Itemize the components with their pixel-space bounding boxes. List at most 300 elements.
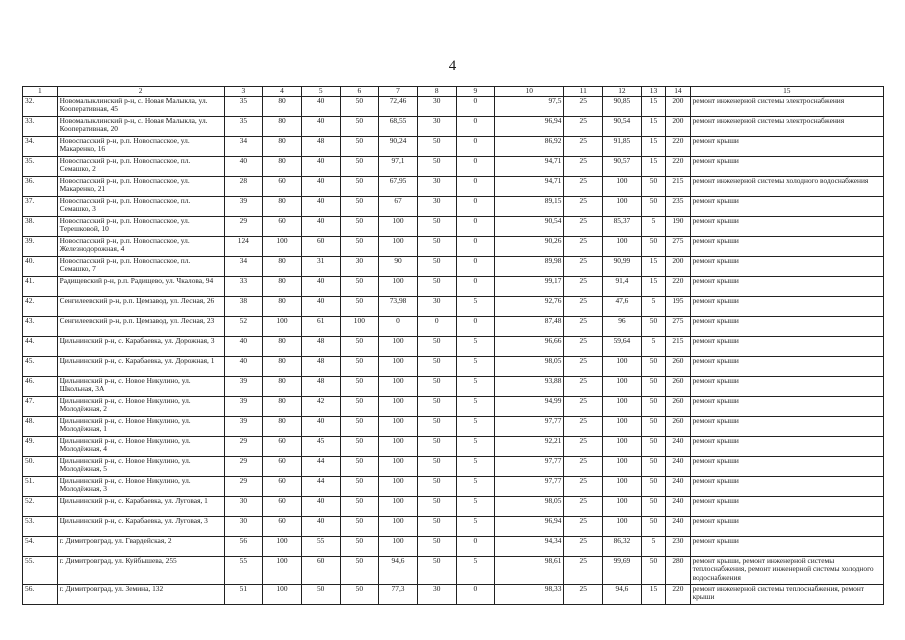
col-14-score: 220 [666, 584, 690, 604]
col-11-value: 25 [564, 156, 603, 176]
row-number: 54. [23, 536, 58, 556]
column-header: 7 [379, 87, 418, 97]
col-4-value: 80 [263, 136, 302, 156]
table-body [23, 87, 884, 605]
col-11-value: 25 [564, 236, 603, 256]
col-8-value: 50 [417, 216, 456, 236]
col-3-value: 39 [224, 196, 263, 216]
col-4-value: 80 [263, 276, 302, 296]
col-5-value: 40 [301, 116, 340, 136]
col-5-value: 31 [301, 256, 340, 276]
col-7-value: 100 [379, 456, 418, 476]
col-10-value: 94,71 [495, 156, 564, 176]
col-6-value: 50 [340, 584, 379, 604]
col-9-value: 5 [456, 436, 495, 456]
col-7-value: 100 [379, 276, 418, 296]
col-9-value: 0 [456, 536, 495, 556]
col-5-value: 40 [301, 516, 340, 536]
table-row [23, 556, 884, 584]
col-11-value: 25 [564, 436, 603, 456]
address: Цильнинский р-н, с. Новое Никулино, ул. Молодёжная, 1 [57, 416, 224, 436]
col-13-value: 50 [641, 416, 665, 436]
col-6-value: 50 [340, 396, 379, 416]
col-12-value: 99,69 [603, 556, 642, 584]
row-number: 43. [23, 316, 58, 336]
col-12-value: 100 [603, 416, 642, 436]
repair-type: ремонт крыши [690, 336, 883, 356]
col-13-value: 5 [641, 336, 665, 356]
col-10-value: 97,77 [495, 476, 564, 496]
col-11-value: 25 [564, 516, 603, 536]
row-number: 44. [23, 336, 58, 356]
col-6-value: 50 [340, 276, 379, 296]
col-9-value: 0 [456, 216, 495, 236]
col-10-value: 89,98 [495, 256, 564, 276]
col-8-value: 50 [417, 456, 456, 476]
col-9-value: 0 [456, 116, 495, 136]
row-number: 53. [23, 516, 58, 536]
table-row [23, 496, 884, 516]
col-12-value: 59,64 [603, 336, 642, 356]
col-7-value: 73,98 [379, 296, 418, 316]
col-14-score: 240 [666, 456, 690, 476]
col-3-value: 35 [224, 96, 263, 116]
col-6-value: 50 [340, 176, 379, 196]
col-14-score: 215 [666, 176, 690, 196]
col-14-score: 195 [666, 296, 690, 316]
col-4-value: 100 [263, 316, 302, 336]
col-11-value: 25 [564, 176, 603, 196]
address: Цильнинский р-н, с. Карабаевка, ул. Дорожная, 3 [57, 336, 224, 356]
repair-type: ремонт крыши [690, 216, 883, 236]
col-3-value: 39 [224, 376, 263, 396]
col-4-value: 80 [263, 396, 302, 416]
column-header: 13 [641, 87, 665, 97]
address: Новоспасский р-н, р.п. Новоспасское, ул. Макаренко, 21 [57, 176, 224, 196]
col-11-value: 25 [564, 336, 603, 356]
repair-type: ремонт инженерной системы теплоснабжения, ремонт крыши [690, 584, 883, 604]
row-number: 52. [23, 496, 58, 516]
repair-type: ремонт крыши, ремонт инженерной системы теплоснабжения, ремонт инженерной системы холодного водоснабжения [690, 556, 883, 584]
col-9-value: 5 [456, 456, 495, 476]
col-14-score: 200 [666, 96, 690, 116]
col-7-value: 100 [379, 516, 418, 536]
table-row [23, 276, 884, 296]
col-8-value: 50 [417, 276, 456, 296]
col-12-value: 100 [603, 456, 642, 476]
col-11-value: 25 [564, 496, 603, 516]
col-6-value: 50 [340, 236, 379, 256]
col-4-value: 100 [263, 536, 302, 556]
row-number: 51. [23, 476, 58, 496]
col-3-value: 52 [224, 316, 263, 336]
address: Новоспасский р-н, р.п. Новоспасское, пл. Семашко, 3 [57, 196, 224, 216]
table-row [23, 296, 884, 316]
col-9-value: 0 [456, 316, 495, 336]
col-3-value: 34 [224, 136, 263, 156]
col-11-value: 25 [564, 256, 603, 276]
col-4-value: 60 [263, 176, 302, 196]
col-10-value: 90,26 [495, 236, 564, 256]
col-9-value: 5 [456, 296, 495, 316]
row-number: 48. [23, 416, 58, 436]
col-11-value: 25 [564, 536, 603, 556]
repair-type: ремонт крыши [690, 536, 883, 556]
repair-type: ремонт крыши [690, 196, 883, 216]
col-14-score: 240 [666, 496, 690, 516]
address: Сенгилеевский р-н, р.п. Цемзавод, ул. Лесная, 26 [57, 296, 224, 316]
col-7-value: 100 [379, 496, 418, 516]
col-5-value: 60 [301, 556, 340, 584]
col-13-value: 50 [641, 556, 665, 584]
col-3-value: 29 [224, 216, 263, 236]
row-number: 34. [23, 136, 58, 156]
col-10-value: 97,77 [495, 416, 564, 436]
col-10-value: 94,71 [495, 176, 564, 196]
col-3-value: 28 [224, 176, 263, 196]
table-row [23, 216, 884, 236]
col-14-score: 275 [666, 236, 690, 256]
col-11-value: 25 [564, 96, 603, 116]
repair-type: ремонт крыши [690, 416, 883, 436]
table-row [23, 136, 884, 156]
col-14-score: 235 [666, 196, 690, 216]
column-number-row [23, 87, 884, 97]
col-9-value: 0 [456, 156, 495, 176]
col-14-score: 200 [666, 116, 690, 136]
repair-type: ремонт крыши [690, 376, 883, 396]
col-8-value: 50 [417, 416, 456, 436]
repair-type: ремонт крыши [690, 256, 883, 276]
col-12-value: 47,6 [603, 296, 642, 316]
column-header: 11 [564, 87, 603, 97]
col-12-value: 100 [603, 436, 642, 456]
col-8-value: 30 [417, 196, 456, 216]
col-5-value: 40 [301, 96, 340, 116]
col-10-value: 98,33 [495, 584, 564, 604]
address: Сенгилеевский р-н, р.п. Цемзавод, ул. Лесная, 23 [57, 316, 224, 336]
col-8-value: 50 [417, 356, 456, 376]
table-row [23, 456, 884, 476]
col-13-value: 15 [641, 96, 665, 116]
col-10-value: 94,34 [495, 536, 564, 556]
col-13-value: 50 [641, 176, 665, 196]
column-header: 14 [666, 87, 690, 97]
col-5-value: 40 [301, 276, 340, 296]
table-row [23, 584, 884, 604]
col-10-value: 89,15 [495, 196, 564, 216]
col-3-value: 55 [224, 556, 263, 584]
row-number: 42. [23, 296, 58, 316]
table-row [23, 316, 884, 336]
col-3-value: 38 [224, 296, 263, 316]
address: Новоспасский р-н, р.п. Новоспасское, ул. Терешковой, 10 [57, 216, 224, 236]
col-12-value: 85,37 [603, 216, 642, 236]
col-3-value: 30 [224, 496, 263, 516]
address: Новоспасский р-н, р.п. Новоспасское, ул. Макаренко, 16 [57, 136, 224, 156]
col-8-value: 30 [417, 116, 456, 136]
col-4-value: 80 [263, 296, 302, 316]
col-7-value: 77,3 [379, 584, 418, 604]
col-6-value: 50 [340, 456, 379, 476]
col-10-value: 96,66 [495, 336, 564, 356]
col-6-value: 50 [340, 196, 379, 216]
col-5-value: 61 [301, 316, 340, 336]
col-4-value: 80 [263, 116, 302, 136]
column-header: 12 [603, 87, 642, 97]
col-12-value: 94,6 [603, 584, 642, 604]
col-3-value: 39 [224, 416, 263, 436]
address: Новоспасский р-н, р.п. Новоспасское, ул. Железнодорожная, 4 [57, 236, 224, 256]
col-8-value: 0 [417, 316, 456, 336]
col-7-value: 100 [379, 236, 418, 256]
address: Радищевский р-н, р.п. Радищево, ул. Чкалова, 94 [57, 276, 224, 296]
table-row [23, 396, 884, 416]
col-7-value: 100 [379, 416, 418, 436]
col-9-value: 0 [456, 196, 495, 216]
col-10-value: 96,94 [495, 516, 564, 536]
col-14-score: 215 [666, 336, 690, 356]
address: Цильнинский р-н, с. Новое Никулино, ул. Молодёжная, 5 [57, 456, 224, 476]
col-5-value: 44 [301, 476, 340, 496]
col-14-score: 280 [666, 556, 690, 584]
col-8-value: 30 [417, 96, 456, 116]
col-5-value: 50 [301, 584, 340, 604]
table-row [23, 96, 884, 116]
col-10-value: 97,77 [495, 456, 564, 476]
col-4-value: 80 [263, 156, 302, 176]
col-10-value: 87,48 [495, 316, 564, 336]
col-5-value: 40 [301, 196, 340, 216]
repair-type: ремонт крыши [690, 156, 883, 176]
repair-type: ремонт инженерной системы электроснабжения [690, 96, 883, 116]
col-12-value: 86,32 [603, 536, 642, 556]
col-5-value: 40 [301, 156, 340, 176]
col-14-score: 240 [666, 476, 690, 496]
col-3-value: 29 [224, 436, 263, 456]
col-4-value: 80 [263, 336, 302, 356]
column-header: 4 [263, 87, 302, 97]
col-9-value: 0 [456, 236, 495, 256]
column-header: 15 [690, 87, 883, 97]
col-4-value: 60 [263, 476, 302, 496]
col-12-value: 100 [603, 396, 642, 416]
col-7-value: 67 [379, 196, 418, 216]
col-6-value: 50 [340, 116, 379, 136]
col-6-value: 50 [340, 516, 379, 536]
col-11-value: 25 [564, 136, 603, 156]
col-8-value: 30 [417, 584, 456, 604]
column-header: 10 [495, 87, 564, 97]
col-8-value: 50 [417, 536, 456, 556]
col-6-value: 50 [340, 496, 379, 516]
row-number: 32. [23, 96, 58, 116]
col-6-value: 50 [340, 536, 379, 556]
table-row [23, 196, 884, 216]
col-13-value: 5 [641, 536, 665, 556]
col-3-value: 40 [224, 156, 263, 176]
col-11-value: 25 [564, 456, 603, 476]
col-11-value: 25 [564, 476, 603, 496]
address: Цильнинский р-н, с. Карабаевка, ул. Луговая, 3 [57, 516, 224, 536]
repair-type: ремонт крыши [690, 136, 883, 156]
col-13-value: 15 [641, 156, 665, 176]
col-5-value: 40 [301, 496, 340, 516]
page-number: 4 [448, 58, 457, 74]
col-10-value: 86,92 [495, 136, 564, 156]
col-9-value: 5 [456, 556, 495, 584]
col-5-value: 40 [301, 176, 340, 196]
col-10-value: 92,21 [495, 436, 564, 456]
table-row [23, 336, 884, 356]
column-header: 1 [23, 87, 58, 97]
table-row [23, 516, 884, 536]
col-5-value: 48 [301, 136, 340, 156]
row-number: 39. [23, 236, 58, 256]
column-header: 9 [456, 87, 495, 97]
table-row [23, 176, 884, 196]
col-9-value: 5 [456, 416, 495, 436]
col-5-value: 45 [301, 436, 340, 456]
col-12-value: 100 [603, 236, 642, 256]
col-3-value: 56 [224, 536, 263, 556]
address: Цильнинский р-н, с. Новое Никулино, ул. Молодёжная, 4 [57, 436, 224, 456]
col-10-value: 96,94 [495, 116, 564, 136]
col-9-value: 5 [456, 516, 495, 536]
col-12-value: 90,85 [603, 96, 642, 116]
repair-type: ремонт крыши [690, 516, 883, 536]
col-12-value: 100 [603, 476, 642, 496]
col-4-value: 60 [263, 216, 302, 236]
row-number: 56. [23, 584, 58, 604]
address: Новомалыклинский р-н, с. Новая Малыкла, ул. Кооперативная, 20 [57, 116, 224, 136]
col-10-value: 98,61 [495, 556, 564, 584]
col-6-value: 50 [340, 416, 379, 436]
col-12-value: 100 [603, 516, 642, 536]
col-6-value: 50 [340, 296, 379, 316]
table-row [23, 156, 884, 176]
col-13-value: 15 [641, 116, 665, 136]
col-6-value: 50 [340, 376, 379, 396]
address: г. Димитровград, ул. Гвардейская, 2 [57, 536, 224, 556]
address: Новомалыклинский р-н, с. Новая Малыкла, ул. Кооперативная, 45 [57, 96, 224, 116]
col-7-value: 100 [379, 336, 418, 356]
col-12-value: 90,54 [603, 116, 642, 136]
col-9-value: 0 [456, 176, 495, 196]
col-8-value: 30 [417, 296, 456, 316]
row-number: 45. [23, 356, 58, 376]
address: Новоспасский р-н, р.п. Новоспасское, пл. Семашко, 7 [57, 256, 224, 276]
col-7-value: 100 [379, 216, 418, 236]
col-5-value: 40 [301, 416, 340, 436]
row-number: 40. [23, 256, 58, 276]
col-12-value: 91,4 [603, 276, 642, 296]
repair-type: ремонт крыши [690, 236, 883, 256]
table-row [23, 436, 884, 456]
col-7-value: 90,24 [379, 136, 418, 156]
col-11-value: 25 [564, 316, 603, 336]
col-10-value: 92,76 [495, 296, 564, 316]
col-14-score: 190 [666, 216, 690, 236]
col-11-value: 25 [564, 296, 603, 316]
col-11-value: 25 [564, 216, 603, 236]
col-13-value: 50 [641, 356, 665, 376]
col-8-value: 50 [417, 376, 456, 396]
row-number: 55. [23, 556, 58, 584]
repair-type: ремонт крыши [690, 436, 883, 456]
col-12-value: 100 [603, 356, 642, 376]
col-11-value: 25 [564, 416, 603, 436]
col-7-value: 100 [379, 476, 418, 496]
col-12-value: 100 [603, 176, 642, 196]
col-11-value: 25 [564, 584, 603, 604]
col-12-value: 96 [603, 316, 642, 336]
col-11-value: 25 [564, 276, 603, 296]
row-number: 38. [23, 216, 58, 236]
col-13-value: 50 [641, 476, 665, 496]
col-6-value: 50 [340, 136, 379, 156]
col-12-value: 100 [603, 196, 642, 216]
repair-type: ремонт инженерной системы холодного водоснабжения [690, 176, 883, 196]
address: Цильнинский р-н, с. Новое Никулино, ул. Молодёжная, 3 [57, 476, 224, 496]
col-3-value: 33 [224, 276, 263, 296]
col-9-value: 5 [456, 476, 495, 496]
col-3-value: 40 [224, 356, 263, 376]
col-11-value: 25 [564, 356, 603, 376]
col-4-value: 80 [263, 376, 302, 396]
repair-type: ремонт крыши [690, 276, 883, 296]
col-7-value: 97,1 [379, 156, 418, 176]
col-6-value: 100 [340, 316, 379, 336]
col-4-value: 80 [263, 416, 302, 436]
col-7-value: 68,55 [379, 116, 418, 136]
row-number: 47. [23, 396, 58, 416]
col-13-value: 5 [641, 216, 665, 236]
repair-type: ремонт крыши [690, 356, 883, 376]
col-9-value: 0 [456, 96, 495, 116]
col-13-value: 15 [641, 584, 665, 604]
col-6-value: 30 [340, 256, 379, 276]
col-5-value: 44 [301, 456, 340, 476]
col-14-score: 220 [666, 276, 690, 296]
col-8-value: 50 [417, 336, 456, 356]
row-number: 49. [23, 436, 58, 456]
col-12-value: 90,99 [603, 256, 642, 276]
col-14-score: 260 [666, 416, 690, 436]
repair-type: ремонт крыши [690, 316, 883, 336]
repair-type: ремонт крыши [690, 456, 883, 476]
col-14-score: 260 [666, 376, 690, 396]
col-8-value: 50 [417, 236, 456, 256]
column-header: 8 [417, 87, 456, 97]
col-6-value: 50 [340, 336, 379, 356]
col-14-score: 260 [666, 356, 690, 376]
col-10-value: 98,05 [495, 496, 564, 516]
col-11-value: 25 [564, 376, 603, 396]
col-9-value: 5 [456, 396, 495, 416]
col-7-value: 67,95 [379, 176, 418, 196]
col-9-value: 5 [456, 376, 495, 396]
col-6-value: 50 [340, 436, 379, 456]
col-3-value: 29 [224, 456, 263, 476]
col-8-value: 50 [417, 156, 456, 176]
col-9-value: 5 [456, 496, 495, 516]
col-12-value: 91,85 [603, 136, 642, 156]
col-14-score: 275 [666, 316, 690, 336]
col-14-score: 240 [666, 436, 690, 456]
col-5-value: 55 [301, 536, 340, 556]
col-4-value: 60 [263, 456, 302, 476]
